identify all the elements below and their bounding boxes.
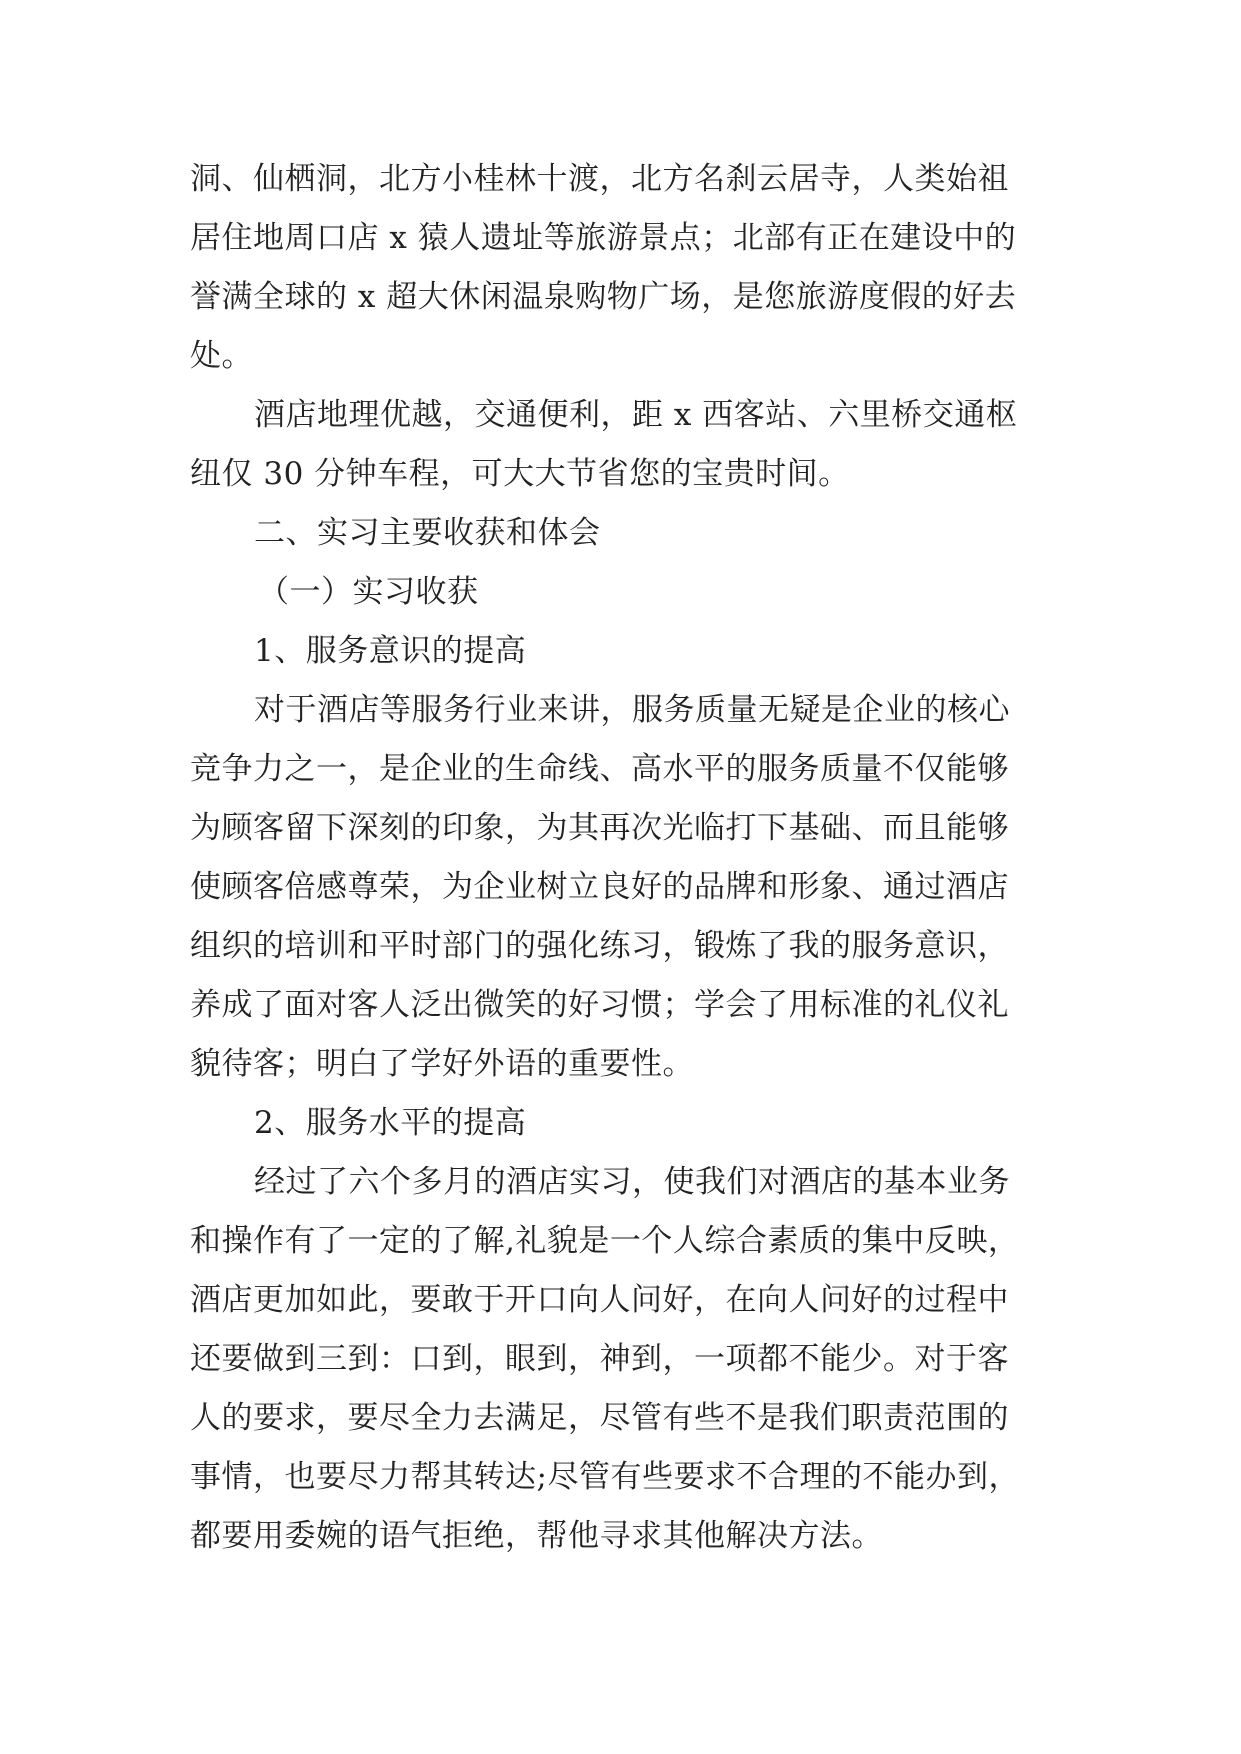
text-line: 洞、仙栖洞，北方小桂林十渡，北方名刹云居寺，人类始祖 [190, 161, 1009, 197]
document-body [190, 150, 1052, 1566]
section-heading: 二、实习主要收获和体会 [254, 515, 601, 551]
text-line: 貌待客；明白了学好外语的重要性。 [190, 1046, 694, 1082]
text-line: 和操作有了一定的了解,礼貌是一个人综合素质的集中反映， [190, 1223, 1020, 1259]
paragraph-first-line: 经过了六个多月的酒店实习，使我们对酒店的基本业务 [254, 1164, 1010, 1200]
text-line: 还要做到三到：口到，眼到，神到，一项都不能少。对于客 [190, 1341, 1009, 1377]
text-line: 誉满全球的 x 超大休闲温泉购物广场，是您旅游度假的好去 [190, 279, 1017, 315]
text-line: 都要用委婉的语气拒绝，帮他寻求其他解决方法。 [190, 1518, 883, 1554]
item-heading: 2、服务水平的提高 [254, 1105, 527, 1141]
text-line: 组织的培训和平时部门的强化练习，锻炼了我的服务意识， [190, 928, 1009, 964]
text-line: 事情，也要尽力帮其转达;尽管有些要求不合理的不能办到， [190, 1459, 1020, 1495]
item-heading: 1、服务意识的提高 [254, 633, 527, 669]
text-line: 使顾客倍感尊荣，为企业树立良好的品牌和形象、通过酒店 [190, 869, 1009, 905]
text-line: 处。 [190, 338, 253, 374]
text-line: 酒店更加如此，要敢于开口向人问好，在向人问好的过程中 [190, 1282, 1009, 1318]
text-line: 居住地周口店 x 猿人遗址等旅游景点；北部有正在建设中的 [190, 220, 1017, 256]
paragraph-first-line: 酒店地理优越，交通便利，距 x 西客站、六里桥交通枢 [254, 397, 1018, 433]
text-line: 竞争力之一，是企业的生命线、高水平的服务质量不仅能够 [190, 751, 1009, 787]
text-line: 为顾客留下深刻的印象，为其再次光临打下基础、而且能够 [190, 810, 1009, 846]
subsection-heading: （一）实习收获 [258, 574, 479, 610]
text-line: 纽仅 30 分钟车程，可大大节省您的宝贵时间。 [190, 456, 850, 492]
paragraph-first-line: 对于酒店等服务行业来讲，服务质量无疑是企业的核心 [254, 692, 1010, 728]
text-line: 养成了面对客人泛出微笑的好习惯；学会了用标准的礼仪礼 [190, 987, 1009, 1023]
text-line: 人的要求，要尽全力去满足，尽管有些不是我们职责范围的 [190, 1400, 1009, 1436]
